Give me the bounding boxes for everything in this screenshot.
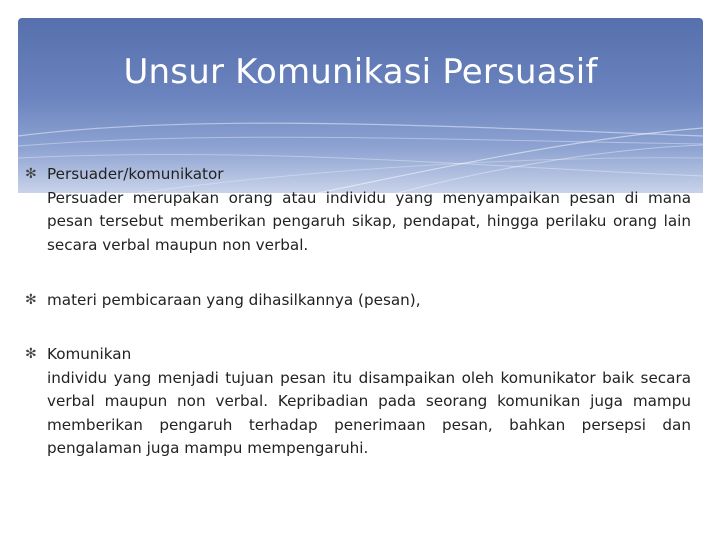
- list-item-heading: Komunikan: [47, 344, 132, 363]
- page-title: Unsur Komunikasi Persuasif: [123, 52, 598, 92]
- list-item: [25, 163, 691, 257]
- list-item-body: Persuader merupakan orang atau individu yang menyampaikan pesan di mana pesan tersebut memberikan pengaruh sikap, pendapat, hingga perilaku orang lain secara verbal maupun non verbal.: [47, 188, 691, 254]
- list-item-heading: materi pembicaraan yang dihasilkannya (pesan),: [47, 291, 421, 310]
- asterisk-bullet-icon: ✻: [25, 292, 37, 309]
- asterisk-bullet-icon: ✻: [25, 166, 37, 182]
- list-item: [25, 343, 691, 461]
- list-item-body: individu yang menjadi tujuan pesan itu disampaikan oleh komunikator baik secara verbal maupun non verbal. Kepribadian pada seorang komunikan juga mampu memberikan pengaruh terhadap penerimaan pesan, bahkan persepsi dan pengalaman juga mampu mempengaruhi.: [47, 368, 691, 458]
- list-item: [25, 289, 691, 313]
- list-item-heading: Persuader/komunikator: [47, 165, 224, 183]
- asterisk-bullet-icon: ✻: [25, 345, 37, 362]
- bullet-list: [25, 163, 691, 493]
